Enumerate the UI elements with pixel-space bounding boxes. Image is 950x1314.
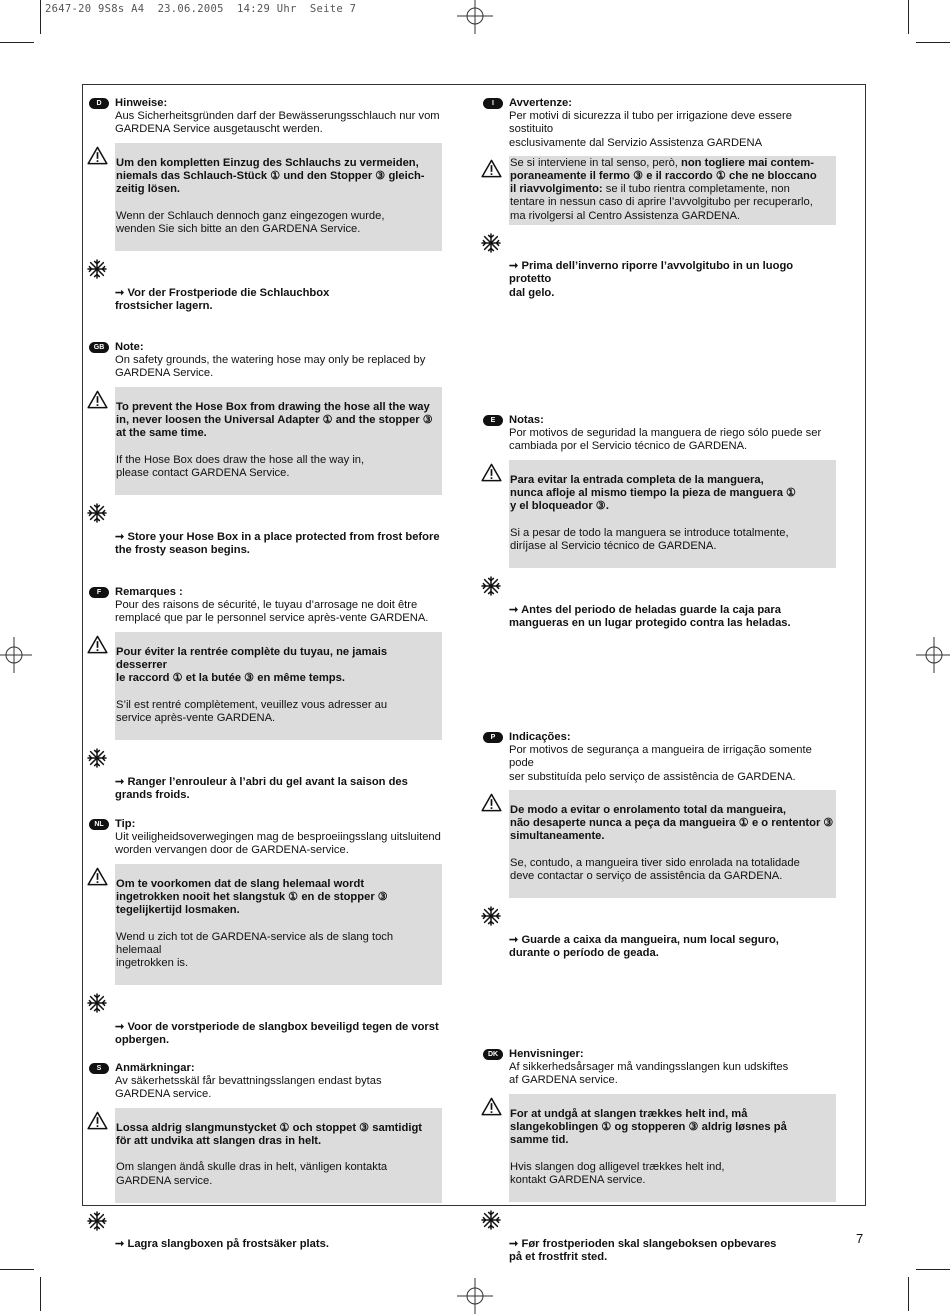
section-gb <box>90 341 442 557</box>
section-body: Per motivi di sicurezza il tubo per irrigazione deve essere sostituito esclusivamente dal Servizio Assistenza GARDENA <box>509 110 792 149</box>
frost-note <box>484 907 836 960</box>
warning-triangle-icon <box>87 390 108 409</box>
section-body: Aus Sicherheitsgründen darf der Bewässerungsschlauch nur vom GARDENA Service ausgetauscht werden. <box>115 110 440 136</box>
language-badge: I <box>483 98 503 109</box>
crop-mark <box>40 0 41 34</box>
section-title: Hinweise: <box>115 97 168 109</box>
crop-mark <box>0 42 34 43</box>
warning-text: Hvis slangen dog alligevel trækkes helt ind, kontakt GARDENA service. <box>510 1160 725 1186</box>
warning-block <box>484 790 836 899</box>
frost-text: ➞ Prima dell’inverno riporre l’avvolgitubo in un luogo protetto dal gelo. <box>509 260 794 299</box>
section-body: Pour des raisons de sécurité, le tuyau d’arrosage ne doit être remplacé que par le personnel service après-vente GARDENA. <box>115 599 429 625</box>
registration-mark-icon <box>457 1278 493 1314</box>
warning-block <box>90 143 442 252</box>
snowflake-icon <box>481 233 501 253</box>
section-title: Note: <box>115 341 144 353</box>
warning-triangle-icon <box>87 1111 108 1130</box>
section-nl <box>90 818 442 1047</box>
warning-bold-text: De modo a evitar o enrolamento total da mangueira, não desaperte nunca a peça da mangueira ① e o rententor ③ simultaneamente. <box>510 804 834 843</box>
frost-note <box>90 260 442 313</box>
frost-note <box>90 504 442 557</box>
frost-text: ➞ Voor de vorstperiode de slangbox beveiligd tegen de vorst opbergen. <box>115 1020 439 1047</box>
frost-note <box>90 994 442 1047</box>
crop-mark <box>40 1277 41 1311</box>
frost-text: ➞ Antes del periodo de heladas guarde la caja para mangueras en un lugar protegido contra las heladas. <box>509 603 791 629</box>
warning-bold-text: Om te voorkomen dat de slang helemaal wordt ingetrokken nooit het slangstuk ① en de stopper ③ tegelijkertijd losmaken. <box>116 877 388 917</box>
frost-text: ➞ Lagra slangboxen på frostsäker plats. <box>115 1238 329 1251</box>
warning-block <box>90 864 442 986</box>
snowflake-icon <box>87 259 107 279</box>
frost-text: ➞ Vor der Frostperiode die Schlauchbox frostsicher lagern. <box>115 286 330 312</box>
frost-note <box>484 234 836 300</box>
section-title: Notas: <box>509 414 544 426</box>
warning-triangle-icon <box>481 159 502 178</box>
registration-mark-icon <box>916 637 950 673</box>
warning-block <box>484 460 836 569</box>
section-it <box>484 97 836 300</box>
page-number: 7 <box>856 1231 864 1246</box>
snowflake-icon <box>481 576 501 596</box>
frost-text: ➞ Store your Hose Box in a place protected from frost before the frosty season begins. <box>115 530 440 556</box>
section-es <box>484 414 836 630</box>
snowflake-icon <box>481 1210 501 1230</box>
frost-note <box>484 1211 836 1264</box>
warning-text: Si a pesar de todo la manguera se introduce totalmente, diríjase al Servicio técnico de GARDENA. <box>510 526 789 552</box>
language-badge: P <box>483 732 503 743</box>
warning-text <box>509 156 836 225</box>
snowflake-icon <box>87 748 107 768</box>
warning-bold-text: For at undgå at slangen trækkes helt ind, må slangekoblingen ① og stopperen ③ aldrig løsnes på samme tid. <box>510 1107 787 1147</box>
frost-note <box>484 577 836 630</box>
warning-block <box>90 387 442 496</box>
section-body: Por motivos de segurança a mangueira de irrigação somente pode ser substituída pelo serviço de assistência de GARDENA. <box>509 744 812 783</box>
crop-mark <box>908 0 909 34</box>
warning-bold-text: Pour éviter la rentrée complète du tuyau, ne jamais desserrer le raccord ① et la butée ③ en même temps. <box>116 645 388 685</box>
crop-mark <box>916 42 950 43</box>
section-title: Tip: <box>115 818 136 830</box>
frost-text: ➞ Guarde a caixa da mangueira, num local seguro, durante o período de geada. <box>509 933 779 960</box>
section-pt <box>484 731 836 960</box>
language-badge: E <box>483 415 503 426</box>
warning-bold-text: non togliere mai contem- poraneamente il fermo ③ e il raccordo ① che ne bloccano il riavvolgimento: <box>510 156 817 196</box>
language-badge: GB <box>89 342 109 353</box>
warning-bold-text: To prevent the Hose Box from drawing the hose all the way in, never loosen the Universal Adapter ① and the stopper ③ at the same time. <box>116 400 433 440</box>
crop-mark <box>916 1269 950 1270</box>
snowflake-icon <box>87 503 107 523</box>
warning-triangle-icon <box>87 867 108 886</box>
print-header: 2647-20 9S8s A4 23.06.2005 14:29 Uhr Seite 7 <box>45 3 357 15</box>
section-title: Avvertenze: <box>509 97 573 109</box>
registration-mark-icon <box>457 0 493 34</box>
section-title: Henvisninger: <box>509 1048 584 1060</box>
language-badge: DK <box>483 1049 503 1060</box>
crop-mark <box>0 1269 34 1270</box>
warning-triangle-icon <box>87 635 108 654</box>
warning-text-part: Se si interviene in tal senso, però, <box>510 156 682 169</box>
frost-note <box>90 1212 442 1252</box>
language-badge: F <box>89 587 109 598</box>
section-body: Por motivos de seguridad la manguera de riego sólo puede ser cambiada por el Servicio técnico de GARDENA. <box>509 427 822 453</box>
warning-text: Om slangen ändå skulle dras in helt, vänligen kontakta GARDENA service. <box>116 1161 388 1187</box>
section-title: Remarques : <box>115 586 183 598</box>
crop-mark <box>908 1277 909 1311</box>
section-title: Anmärkningar: <box>115 1062 195 1074</box>
warning-block <box>90 632 442 741</box>
warning-bold-text: Um den kompletten Einzug des Schlauchs zu vermeiden, niemals das Schlauch-Stück ① und den Stopper ③ gleich- zeitig lösen. <box>116 156 425 196</box>
section-title: Indicações: <box>509 731 571 743</box>
warning-text: Wend u zich tot de GARDENA-service als de slang toch helemaal ingetrokken is. <box>116 930 394 970</box>
section-de <box>90 97 442 313</box>
frost-note <box>90 749 442 802</box>
warning-text: Wenn der Schlauch dennoch ganz eingezogen wurde, wenden Sie sich bitte an den GARDENA Service. <box>116 209 385 235</box>
language-badge: NL <box>89 819 109 830</box>
snowflake-icon <box>87 1211 107 1231</box>
warning-text: If the Hose Box does draw the hose all the way in, please contact GARDENA Service. <box>116 453 365 479</box>
warning-text: S’il est rentré complètement, veuillez vous adresser au service après-vente GARDENA. <box>116 698 388 724</box>
warning-text: Se, contudo, a mangueira tiver sido enrolada na totalidade deve contactar o serviço de assistência da GARDENA. <box>510 856 800 883</box>
warning-triangle-icon <box>481 463 502 482</box>
frost-text: ➞ Ranger l’enrouleur à l’abri du gel avant la saison des grands froids. <box>115 775 408 801</box>
warning-triangle-icon <box>481 1097 502 1116</box>
warning-triangle-icon <box>481 793 502 812</box>
snowflake-icon <box>87 993 107 1013</box>
warning-text-part: se il tubo rientra completamente, non tentare in nessun caso di aprire l’avvolgitubo per recuperarlo, ma rivolgersi al Centro Assistenza GARDENA. <box>510 183 813 222</box>
warning-block <box>484 1094 836 1203</box>
section-dk <box>484 1048 836 1264</box>
warning-bold-text: Lossa aldrig slangmunstycket ① och stoppet ③ samtidigt för att undvika att slangen dras in helt. <box>116 1121 423 1148</box>
section-se <box>90 1062 442 1252</box>
section-body: Av säkerhetsskäl får bevattningsslangen endast bytas GARDENA service. <box>115 1075 382 1101</box>
frost-text: ➞ Før frostperioden skal slangeboksen opbevares på et frostfrit sted. <box>509 1237 777 1263</box>
section-body: Uit veiligheidsoverwegingen mag de besproeiingsslang uitsluitend worden vervangen door de GARDENA-service. <box>115 831 441 857</box>
section-body: Af sikkerhedsårsager må vandingsslangen kun udskiftes af GARDENA service. <box>509 1061 789 1087</box>
snowflake-icon <box>481 906 501 926</box>
section-body: On safety grounds, the watering hose may only be replaced by GARDENA Service. <box>115 354 426 380</box>
section-fr <box>90 586 442 802</box>
warning-block <box>90 1108 442 1203</box>
warning-triangle-icon <box>87 146 108 165</box>
warning-bold-text: Para evitar la entrada completa de la manguera, nunca afloje al mismo tiempo la pieza de manguera ① y el bloqueador ③. <box>510 473 797 513</box>
language-badge: S <box>89 1063 109 1074</box>
registration-mark-icon <box>0 637 32 673</box>
language-badge: D <box>89 98 109 109</box>
warning-block <box>484 156 836 225</box>
